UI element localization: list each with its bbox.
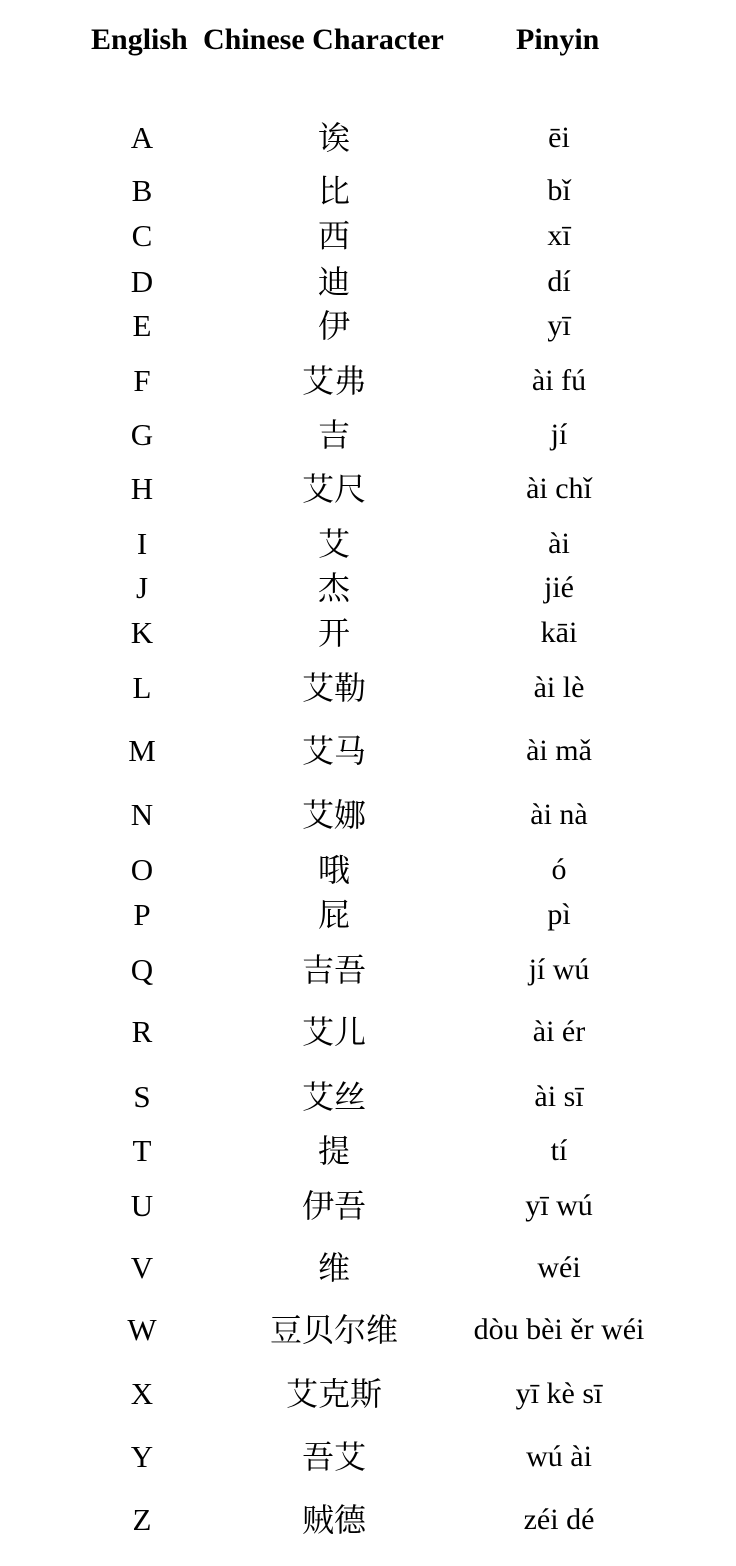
table-row [0,359,736,403]
pinyin-cell: ài chǐ [526,472,592,505]
chinese-character-cell: 西 [317,217,351,255]
letter-cell: K [130,615,154,650]
table-row [0,413,736,457]
pinyin-cell: yī wú [525,1189,593,1222]
table-row [0,948,736,992]
pinyin-cell: ài nà [530,798,588,831]
chinese-character-cell: 艾克斯 [285,1375,383,1413]
letter-cell: H [130,471,154,506]
chinese-character-cell: 艾勒 [301,669,367,707]
pinyin-cell: xī [547,219,571,252]
pinyin-cell: wéi [537,1251,581,1284]
letter-cell: Q [130,952,154,987]
table-row [0,566,736,610]
letter-cell: R [131,1014,153,1049]
chinese-character-cell: 豆贝尔维 [269,1311,399,1349]
table-row [0,1372,736,1416]
table-row [0,848,736,892]
pinyin-cell: yī kè sī [515,1377,603,1410]
pinyin-cell: kāi [540,616,578,649]
letter-cell: O [130,852,154,887]
header-english: English [91,23,188,56]
letter-cell: X [130,1376,154,1411]
table-row [0,214,736,258]
chinese-character-cell: 艾马 [301,732,367,770]
letter-cell: B [131,173,153,208]
letter-cell: Z [132,1502,152,1537]
table-row [0,666,736,710]
chinese-character-cell: 提 [317,1132,351,1170]
chinese-character-cell: 艾弗 [301,362,367,400]
pinyin-cell: ēi [548,121,570,154]
letter-cell: V [130,1250,154,1285]
table-row [0,1010,736,1054]
letter-cell: I [136,526,148,561]
table-row [0,169,736,213]
table-row [0,1435,736,1479]
letter-cell: T [132,1133,152,1168]
table-row [0,1129,736,1173]
header-chinese-character: Chinese Character [203,23,444,56]
letter-cell: F [133,363,151,398]
chinese-character-cell: 艾儿 [301,1013,367,1051]
table-row [0,260,736,304]
chinese-character-cell: 艾尺 [301,470,367,508]
letter-cell: U [130,1188,154,1223]
chinese-character-cell: 维 [317,1249,351,1287]
table-row [0,729,736,773]
pinyin-cell: ài fú [531,364,587,397]
chinese-character-cell: 吉吾 [301,951,367,989]
chinese-character-cell: 艾娜 [301,796,367,834]
chinese-character-cell: 吾艾 [301,1438,367,1476]
letter-cell: C [131,218,153,253]
letter-cell: Y [130,1439,154,1474]
pinyin-cell: ài mǎ [526,734,592,767]
pinyin-cell: tí [550,1134,568,1167]
pinyin-cell: zéi dé [523,1503,595,1536]
table-row [0,116,736,160]
pinyin-cell: ó [551,853,567,886]
table-row [0,304,736,348]
header-pinyin: Pinyin [516,23,600,56]
letter-cell: P [133,897,151,932]
pinyin-cell: ài lè [533,671,585,704]
chinese-character-cell: 吉 [317,416,351,454]
pinyin-cell: ài ér [532,1015,586,1048]
letter-cell: D [130,264,154,299]
table-row [0,1308,736,1352]
letter-cell: S [133,1079,151,1114]
letter-cell: A [130,120,154,155]
letter-cell: W [127,1312,157,1347]
table-row [0,793,736,837]
table-row [0,893,736,937]
chinese-character-cell: 杰 [317,569,351,607]
pinyin-cell: pì [547,898,571,931]
chinese-character-cell: 艾丝 [301,1078,367,1116]
pinyin-cell: jié [544,571,574,604]
chinese-character-cell: 屁 [317,896,351,934]
letter-cell: L [132,670,152,705]
pinyin-cell: ài sī [534,1080,584,1113]
pinyin-cell: wú ài [526,1440,592,1473]
chinese-character-cell: 诶 [317,119,351,157]
pinyin-cell: ài [548,527,570,560]
letter-cell: N [130,797,154,832]
pinyin-cell: dí [547,265,571,298]
chinese-character-cell: 迪 [317,263,351,301]
chinese-character-cell: 开 [317,614,351,652]
table-row [0,611,736,655]
table-row [0,1184,736,1228]
pinyin-cell: bǐ [547,174,571,207]
letter-cell: G [130,417,154,452]
table-row [0,467,736,511]
table-row [0,522,736,566]
chinese-character-cell: 哦 [317,851,351,889]
letter-cell: E [132,308,152,343]
chinese-character-cell: 伊 [317,307,351,345]
chinese-character-cell: 贼德 [301,1501,367,1539]
letter-cell: M [128,733,156,768]
pinyin-cell: dòu bèi ěr wéi [473,1313,645,1346]
table-row [0,1498,736,1542]
pinyin-cell: yī [547,309,571,342]
letter-cell: J [135,570,149,605]
chinese-character-cell: 比 [317,172,351,210]
chinese-character-cell: 艾 [317,525,351,563]
table-row [0,1075,736,1119]
chinese-character-cell: 伊吾 [301,1187,367,1225]
pinyin-cell: jí wú [528,953,590,986]
table-row [0,1246,736,1290]
pinyin-cell: jí [550,418,568,451]
